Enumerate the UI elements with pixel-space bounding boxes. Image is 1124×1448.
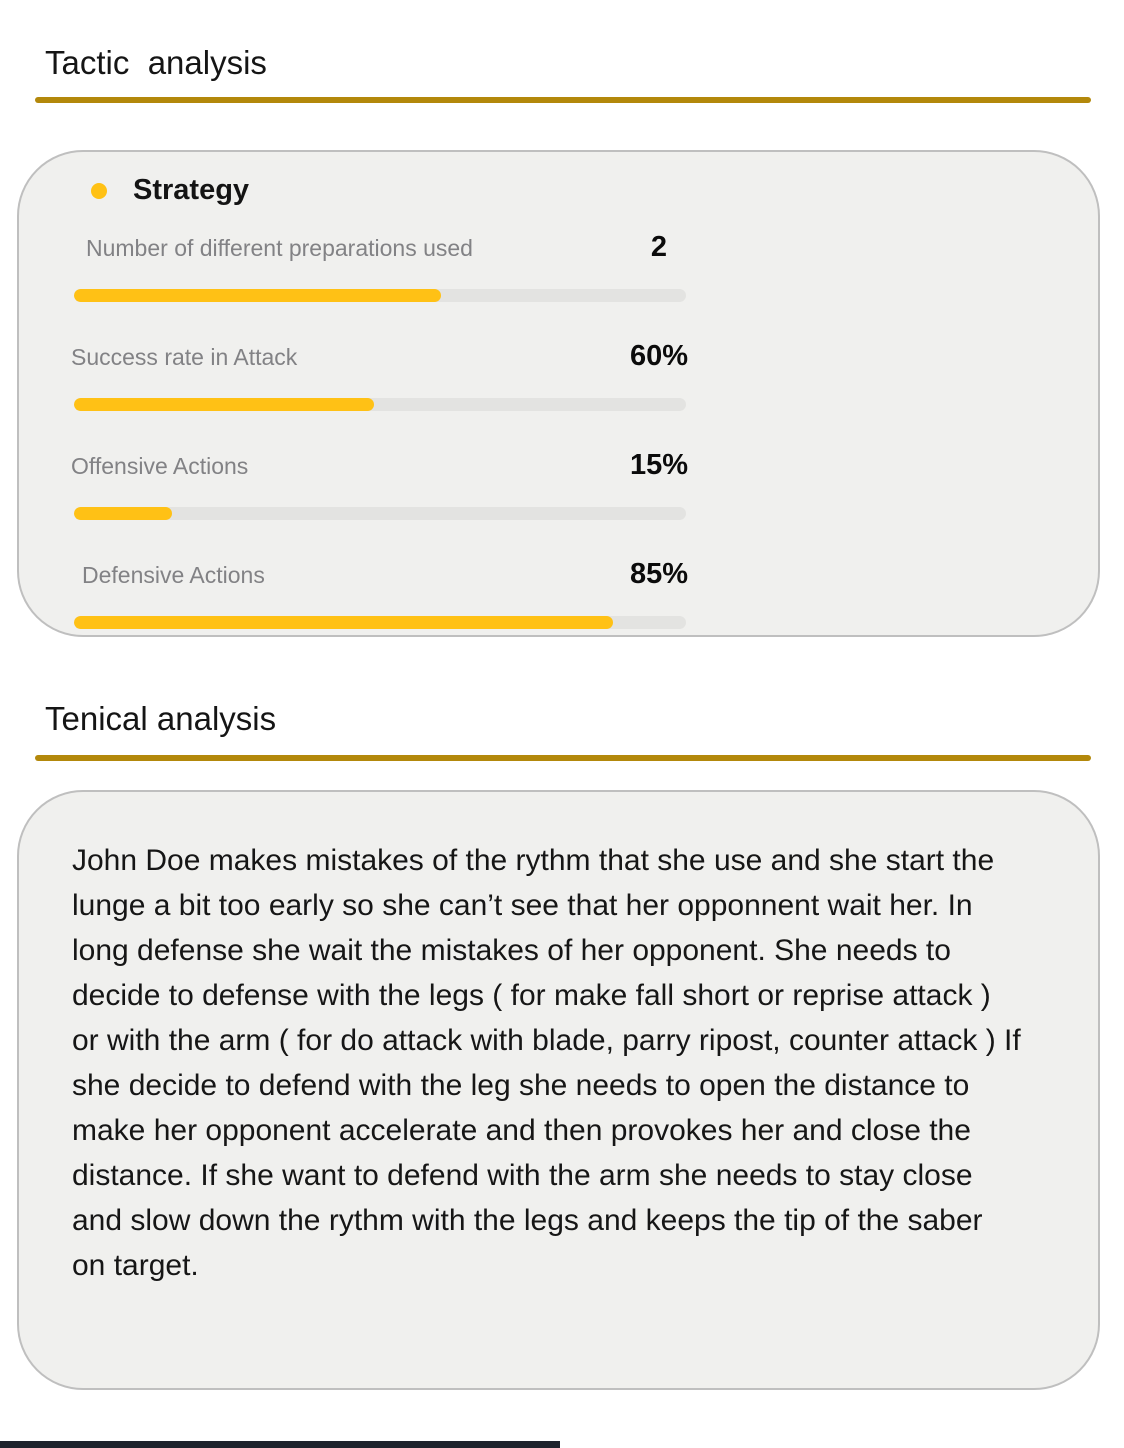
metric-row-offensive-actions: [71, 449, 704, 520]
metric-header: [71, 449, 704, 482]
metric-label: Offensive Actions: [71, 453, 249, 479]
strategy-heading-label: Strategy: [133, 174, 250, 206]
metric-value: 85%: [629, 558, 689, 590]
metric-header: [71, 340, 704, 373]
progress-bar-fill: [74, 507, 172, 520]
bullet-icon: [91, 183, 107, 199]
strategy-panel: [17, 150, 1100, 637]
progress-bar-track: [74, 507, 686, 520]
technical-analysis-title: Tenical analysis: [45, 700, 277, 737]
metric-header: [74, 231, 704, 264]
metric-value: 2: [650, 231, 668, 263]
progress-bar-fill: [74, 398, 374, 411]
footer-bar: [0, 1441, 560, 1448]
metric-value: 60%: [629, 340, 689, 372]
progress-bar-track: [74, 616, 686, 629]
progress-bar-track: [74, 398, 686, 411]
metric-row-attack-success: [71, 340, 704, 411]
metric-row-preparations: [74, 231, 704, 302]
tactic-title-underline: [35, 97, 1091, 103]
technical-analysis-text: John Doe makes mistakes of the rythm that she use and she start the lunge a bit too early so she can’t see that her opponnent wait her. In long defense she wait the mistakes of her opponent. She needs to decide to defense with the legs ( for make fall short or reprise attack ) or with the arm ( for do attack with blade, parry ripost, counter attack ) If she decide to defend with the leg she needs to open the distance to make her opponent accelerate and then provokes her and close the distance. If she want to defend with the arm she needs to stay close and slow down the rythm with the legs and keeps the tip of the saber on target.: [72, 844, 1021, 1282]
strategy-metrics: [71, 231, 704, 629]
technical-panel: [17, 790, 1100, 1390]
progress-bar-fill: [74, 289, 441, 302]
technical-title-underline: [35, 755, 1091, 761]
progress-bar-track: [74, 289, 686, 302]
metric-label: Success rate in Attack: [71, 344, 298, 370]
tactic-analysis-title: Tactic analysis: [45, 44, 267, 81]
metric-value: 15%: [629, 449, 689, 481]
metric-row-defensive-actions: [74, 558, 704, 629]
metric-label: Number of different preparations used: [86, 235, 473, 261]
progress-bar-fill: [74, 616, 613, 629]
metric-header: [74, 558, 704, 591]
strategy-heading: [91, 174, 1098, 207]
metric-label: Defensive Actions: [82, 562, 265, 588]
